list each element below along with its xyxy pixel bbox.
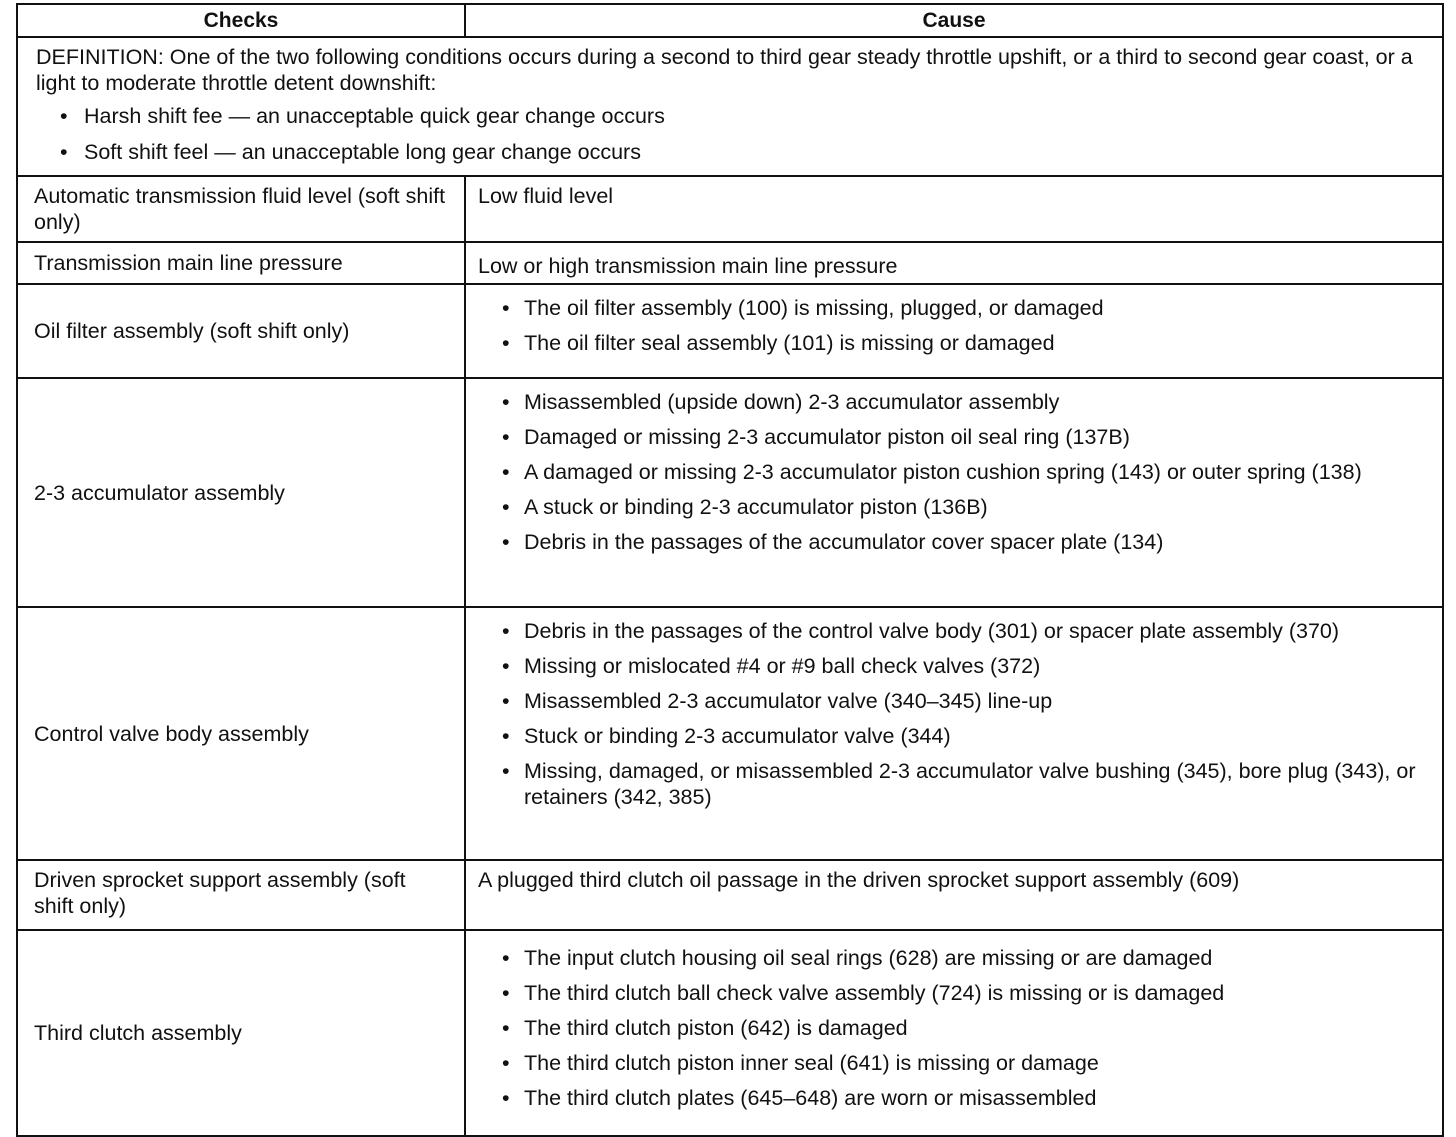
cause-item: • Damaged or missing 2-3 accumulator piston oil seal ring (137B) [466,424,1428,450]
cause-item: • The input clutch housing oil seal rings (628) are missing or are damaged [466,945,1428,971]
definition-text: DEFINITION: One of the two following conditions occurs during a second to third gear steady throttle upshift, or a third to second gear coast, or a light to moderate throttle detent downshift: [36,45,1413,95]
cause-item: • The third clutch piston (642) is damaged [466,1015,1428,1041]
cause-cell: Low fluid level [465,176,1443,242]
check-cell: Automatic transmission fluid level (soft shift only) [17,176,465,242]
cause-item: • Stuck or binding 2-3 accumulator valve (344) [466,723,1428,749]
cause-cell [465,930,1443,1136]
table-row [17,242,1443,284]
definition-cell [17,37,1443,176]
diagnosis-table [16,3,1444,1137]
cause-item: • A stuck or binding 2-3 accumulator piston (136B) [466,494,1428,520]
cause-item: • The third clutch plates (645–648) are worn or misassembled [466,1085,1428,1111]
table-row [17,176,1443,242]
cause-item: • The third clutch piston inner seal (641) is missing or damage [466,1050,1428,1076]
definition-bullet: • Soft shift feel — an unacceptable long gear change occurs [36,139,1424,165]
check-cell: Oil filter assembly (soft shift only) [17,284,465,378]
cause-item: • Misassembled 2-3 accumulator valve (340–345) line-up [466,688,1428,714]
cause-cell: Low or high transmission main line pressure [465,242,1443,284]
cause-list [466,618,1428,810]
cause-item: • Missing, damaged, or misassembled 2-3 accumulator valve bushing (345), bore plug (343), or retainers (342, 385) [466,758,1428,810]
table-row [17,930,1443,1136]
header-checks: Checks [17,4,465,37]
cause-cell [465,607,1443,860]
cause-item: • A damaged or missing 2-3 accumulator piston cushion spring (143) or outer spring (138) [466,459,1428,485]
cause-list [466,295,1428,356]
cause-list [466,945,1428,1111]
table-row [17,860,1443,930]
check-cell: Driven sprocket support assembly (soft shift only) [17,860,465,930]
definition-bullet: • Harsh shift fee — an unacceptable quick gear change occurs [36,103,1424,129]
cause-item: • Debris in the passages of the accumulator cover spacer plate (134) [466,529,1428,555]
cause-list [466,389,1428,555]
table-row [17,378,1443,607]
check-cell: Control valve body assembly [17,607,465,860]
cause-item: • Debris in the passages of the control valve body (301) or spacer plate assembly (370) [466,618,1428,644]
cause-item: • The oil filter assembly (100) is missing, plugged, or damaged [466,295,1428,321]
cause-cell: A plugged third clutch oil passage in the driven sprocket support assembly (609) [465,860,1443,930]
check-cell: Transmission main line pressure [17,242,465,284]
cause-cell [465,378,1443,607]
table-row [17,607,1443,860]
header-cause: Cause [465,4,1443,37]
cause-cell [465,284,1443,378]
cause-item: • The oil filter seal assembly (101) is missing or damaged [466,330,1428,356]
cause-item: • Missing or mislocated #4 or #9 ball check valves (372) [466,653,1428,679]
cause-item: • Misassembled (upside down) 2-3 accumulator assembly [466,389,1428,415]
header-row [17,4,1443,37]
definition-row [17,37,1443,176]
definition-bullets [36,103,1424,165]
check-cell: Third clutch assembly [17,930,465,1136]
table-row [17,284,1443,378]
check-cell: 2-3 accumulator assembly [17,378,465,607]
cause-item: • The third clutch ball check valve assembly (724) is missing or is damaged [466,980,1428,1006]
